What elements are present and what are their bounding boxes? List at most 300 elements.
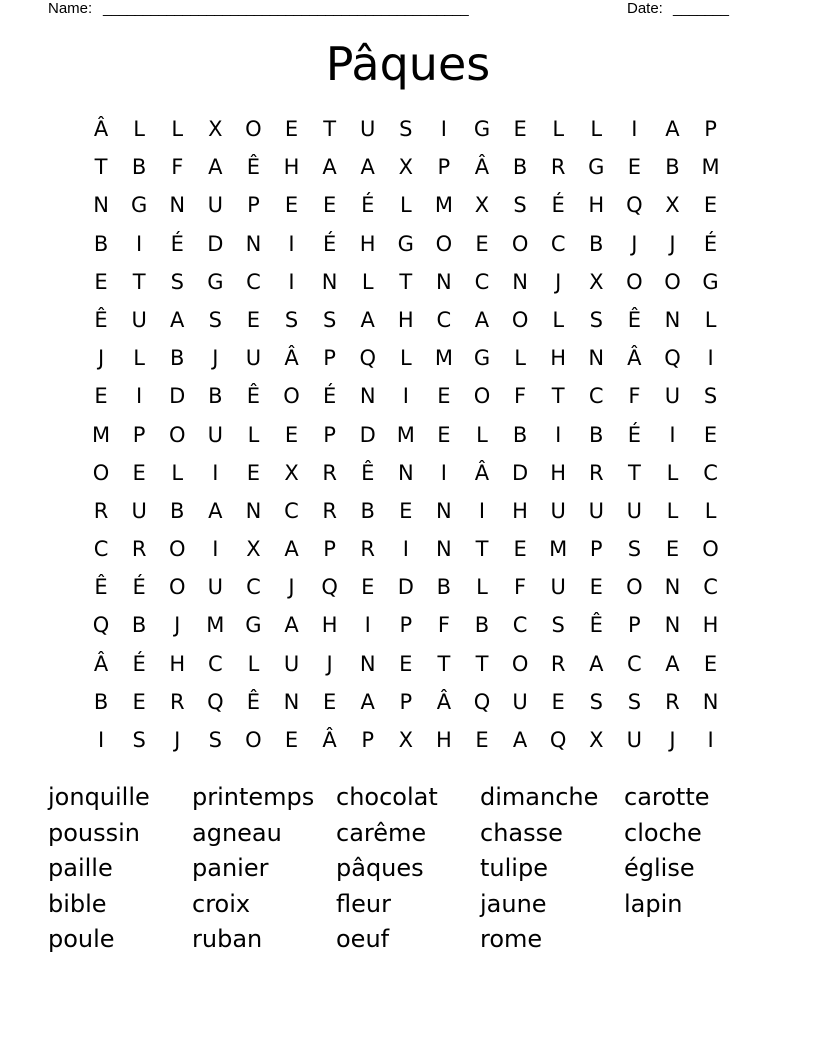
grid-letter: Â: [436, 689, 452, 714]
grid-letter: O: [283, 384, 300, 409]
grid-letter: B: [93, 689, 109, 714]
grid-letter: I: [707, 728, 714, 752]
word-list: [48, 780, 768, 958]
grid-letter: F: [171, 155, 184, 180]
grid-letter: E: [627, 155, 641, 180]
grid-letter: L: [133, 346, 145, 371]
word-list-item: église: [624, 854, 695, 882]
grid-letter: N: [359, 651, 376, 676]
grid-letter: A: [474, 307, 490, 332]
grid-letter: X: [665, 193, 680, 218]
grid-letter: I: [212, 460, 219, 485]
word-list-item: tulipe: [480, 854, 548, 882]
word-list-item: [624, 922, 768, 958]
grid-row: [82, 148, 730, 186]
grid-letter: M: [206, 613, 225, 638]
word-list-row: [48, 922, 768, 958]
grid-letter: P: [132, 422, 146, 447]
grid-letter: N: [245, 231, 262, 256]
word-list-item: bible: [48, 889, 107, 918]
grid-letter: F: [514, 384, 527, 409]
grid-letter: E: [284, 117, 299, 141]
grid-letter: L: [133, 117, 145, 141]
grid-letter: Ê: [589, 613, 603, 638]
grid-letter: S: [132, 728, 146, 752]
grid-letter: L: [552, 117, 565, 141]
grid-letter: R: [322, 498, 337, 523]
grid-letter: P: [323, 537, 336, 562]
word-search-grid: [82, 110, 730, 759]
grid-letter: G: [473, 346, 491, 371]
grid-letter: L: [361, 269, 374, 294]
grid-letter: S: [627, 689, 642, 714]
grid-row: [82, 263, 730, 301]
word-list-item: jonquille: [48, 783, 150, 811]
grid-letter: U: [512, 689, 528, 714]
grid-letter: E: [399, 498, 413, 523]
grid-letter: M: [434, 346, 453, 371]
grid-letter: E: [132, 460, 146, 485]
name-label: Name:: [48, 0, 93, 17]
grid-letter: G: [702, 269, 719, 294]
grid-letter: U: [207, 422, 224, 447]
grid-letter: L: [704, 498, 717, 523]
grid-letter: E: [284, 422, 299, 447]
grid-row: [82, 683, 730, 721]
grid-letter: I: [707, 346, 714, 371]
grid-letter: L: [666, 460, 679, 485]
grid-letter: J: [212, 346, 219, 371]
grid-letter: A: [360, 155, 375, 180]
grid-letter: E: [437, 422, 451, 447]
grid-letter: C: [627, 651, 642, 676]
grid-letter: N: [702, 689, 719, 714]
grid-letter: E: [589, 575, 603, 600]
grid-letter: S: [703, 384, 718, 409]
grid-letter: S: [513, 193, 527, 218]
grid-letter: A: [512, 728, 528, 752]
grid-letter: E: [94, 269, 108, 294]
grid-letter: G: [473, 117, 491, 141]
grid-letter: P: [704, 117, 717, 141]
grid-letter: N: [169, 193, 186, 218]
grid-letter: Q: [359, 346, 376, 371]
grid-letter: G: [207, 269, 224, 294]
word-list-item: carême: [336, 818, 427, 847]
grid-letter: O: [702, 537, 719, 562]
grid-letter: L: [704, 307, 717, 332]
grid-letter: L: [590, 117, 603, 141]
grid-letter: J: [174, 728, 181, 752]
grid-letter: L: [552, 307, 565, 332]
grid-letter: X: [474, 193, 490, 218]
grid-letter: U: [664, 384, 681, 409]
grid-letter: P: [399, 689, 413, 714]
grid-letter: J: [555, 269, 562, 294]
word-list-item: paille: [48, 854, 113, 882]
grid-letter: T: [627, 460, 641, 485]
grid-letter: G: [245, 613, 262, 638]
word-list-item: panier: [192, 854, 269, 882]
grid-letter: I: [669, 422, 676, 447]
grid-letter: E: [284, 193, 299, 218]
grid-letter: N: [436, 537, 452, 562]
grid-letter: H: [550, 460, 567, 485]
grid-letter: E: [475, 728, 489, 752]
grid-letter: A: [208, 498, 223, 523]
grid-letter: Â: [284, 346, 299, 371]
grid-letter: I: [440, 460, 447, 485]
grid-letter: I: [288, 269, 295, 294]
grid-letter: Â: [93, 117, 109, 141]
grid-row: [82, 454, 730, 492]
grid-row: [82, 645, 730, 683]
word-list-item: printemps: [192, 783, 315, 811]
grid-letter: C: [550, 231, 566, 256]
grid-letter: N: [664, 613, 681, 638]
grid-row: [82, 530, 730, 568]
grid-letter: C: [703, 575, 718, 600]
grid-letter: Ê: [246, 689, 261, 714]
grid-letter: N: [397, 460, 414, 485]
grid-letter: F: [514, 575, 527, 600]
word-list-item: jaune: [480, 889, 547, 918]
grid-letter: N: [283, 689, 300, 714]
grid-letter: A: [665, 651, 680, 676]
grid-letter: P: [589, 537, 603, 562]
grid-letter: Ê: [94, 575, 108, 600]
grid-letter: U: [360, 117, 376, 141]
word-list-item: rome: [480, 925, 543, 953]
word-list-item: carotte: [624, 783, 710, 811]
grid-letter: J: [669, 728, 676, 752]
grid-letter: S: [627, 537, 642, 562]
grid-letter: E: [361, 575, 375, 600]
grid-letter: A: [208, 155, 223, 180]
grid-letter: N: [321, 269, 338, 294]
grid-letter: P: [323, 422, 336, 447]
grid-letter: C: [246, 269, 261, 294]
grid-letter: I: [212, 537, 219, 562]
word-list-item: oeuf: [336, 925, 390, 953]
grid-letter: L: [476, 575, 488, 600]
grid-letter: E: [246, 307, 261, 332]
grid-letter: O: [511, 231, 529, 256]
word-list-item: poule: [48, 925, 115, 953]
grid-letter: Q: [549, 728, 567, 752]
grid-letter: X: [589, 728, 604, 752]
grid-letter: E: [399, 651, 413, 676]
grid-letter: G: [397, 231, 414, 256]
grid-letter: Q: [207, 689, 224, 714]
grid-letter: O: [435, 231, 453, 256]
grid-letter: E: [665, 537, 680, 562]
grid-letter: J: [631, 231, 638, 256]
grid-letter: S: [589, 307, 603, 332]
name-blank-line: ______________________________________________: [103, 0, 469, 17]
grid-letter: Ê: [361, 460, 375, 485]
grid-letter: R: [550, 155, 566, 180]
grid-row: [82, 721, 730, 759]
grid-letter: H: [435, 728, 452, 752]
grid-letter: B: [512, 155, 528, 180]
grid-letter: B: [131, 613, 147, 638]
word-list-item: agneau: [192, 818, 282, 847]
grid-letter: O: [168, 575, 186, 600]
grid-letter: R: [588, 460, 604, 485]
grid-letter: N: [512, 269, 528, 294]
grid-letter: I: [364, 613, 371, 638]
grid-letter: I: [136, 231, 143, 256]
grid-letter: A: [589, 651, 604, 676]
grid-letter: L: [171, 460, 184, 485]
grid-letter: H: [359, 231, 376, 256]
header: [48, 0, 748, 20]
grid-letter: D: [511, 460, 529, 485]
word-list-item: fleur: [336, 889, 391, 918]
grid-letter: O: [245, 117, 262, 141]
grid-letter: X: [398, 728, 413, 752]
grid-letter: U: [207, 193, 224, 218]
grid-letter: O: [664, 269, 681, 294]
grid-letter: N: [664, 575, 681, 600]
grid-letter: Â: [627, 346, 642, 371]
grid-letter: H: [169, 651, 186, 676]
grid-letter: Â: [322, 728, 337, 752]
word-list-item: lapin: [624, 889, 683, 918]
word-list-row: [48, 851, 768, 887]
grid-letter: C: [703, 460, 718, 485]
grid-letter: E: [703, 422, 718, 447]
grid-letter: U: [588, 498, 604, 523]
grid-letter: U: [283, 651, 300, 676]
grid-letter: É: [361, 193, 375, 218]
grid-letter: S: [208, 307, 222, 332]
grid-letter: E: [132, 689, 146, 714]
grid-letter: J: [326, 651, 333, 676]
grid-letter: D: [207, 231, 224, 256]
grid-letter: T: [323, 117, 337, 141]
grid-letter: B: [93, 231, 109, 256]
grid-letter: O: [168, 422, 186, 447]
grid-letter: J: [669, 231, 676, 256]
grid-letter: P: [323, 346, 336, 371]
grid-letter: H: [550, 346, 567, 371]
grid-letter: É: [322, 231, 337, 256]
grid-letter: R: [93, 498, 109, 523]
grid-letter: E: [551, 689, 565, 714]
grid-letter: C: [588, 384, 604, 409]
grid-letter: B: [170, 346, 185, 371]
grid-letter: D: [169, 384, 186, 409]
page-title: Pâques: [325, 37, 491, 91]
grid-letter: M: [434, 193, 453, 218]
grid-letter: I: [136, 384, 143, 409]
grid-letter: R: [665, 689, 680, 714]
grid-letter: B: [512, 422, 528, 447]
word-list-item: poussin: [48, 818, 141, 847]
grid-letter: Â: [474, 460, 490, 485]
grid-letter: É: [170, 231, 184, 256]
grid-letter: P: [247, 193, 260, 218]
grid-letter: H: [321, 613, 338, 638]
grid-letter: H: [397, 307, 414, 332]
grid-letter: H: [283, 155, 300, 180]
grid-letter: O: [168, 537, 186, 562]
grid-letter: E: [513, 117, 527, 141]
grid-letter: Q: [664, 346, 681, 371]
grid-letter: O: [626, 575, 643, 600]
grid-letter: R: [550, 651, 566, 676]
grid-letter: S: [589, 689, 603, 714]
grid-letter: L: [399, 193, 412, 218]
grid-letter: R: [169, 689, 185, 714]
grid-letter: É: [132, 651, 146, 676]
grid-letter: L: [399, 346, 412, 371]
grid-letter: I: [97, 728, 105, 752]
grid-letter: E: [437, 384, 451, 409]
grid-row: [82, 225, 730, 263]
grid-letter: B: [170, 498, 185, 523]
grid-letter: G: [131, 193, 148, 218]
grid-row: [82, 301, 730, 339]
grid-letter: H: [702, 613, 719, 638]
grid-row: [82, 492, 730, 530]
grid-letter: U: [550, 498, 566, 523]
grid-letter: B: [131, 155, 147, 180]
grid-letter: Ê: [246, 384, 261, 409]
grid-letter: B: [208, 384, 223, 409]
grid-letter: H: [588, 193, 605, 218]
grid-letter: G: [588, 155, 605, 180]
grid-letter: Ê: [627, 307, 641, 332]
grid-letter: E: [703, 193, 718, 218]
grid-letter: N: [436, 498, 452, 523]
grid-letter: S: [284, 307, 299, 332]
grid-letter: C: [284, 498, 299, 523]
grid-letter: P: [437, 155, 451, 180]
grid-letter: I: [478, 498, 486, 523]
grid-letter: O: [92, 460, 110, 485]
grid-letter: D: [397, 575, 414, 600]
grid-letter: T: [94, 155, 108, 180]
grid-letter: T: [132, 269, 146, 294]
grid-letter: I: [631, 117, 638, 141]
grid-row: [82, 606, 730, 644]
grid-letter: H: [512, 498, 528, 523]
grid-letter: P: [628, 613, 641, 638]
date-label: Date:: [627, 0, 663, 17]
grid-letter: L: [514, 346, 526, 371]
grid-letter: R: [322, 460, 337, 485]
grid-letter: N: [359, 384, 376, 409]
grid-letter: C: [207, 651, 223, 676]
grid-letter: A: [360, 307, 375, 332]
grid-letter: N: [93, 193, 109, 218]
grid-letter: E: [475, 231, 489, 256]
grid-letter: X: [284, 460, 299, 485]
grid-row: [82, 416, 730, 454]
grid-letter: U: [550, 575, 566, 600]
grid-letter: D: [359, 422, 376, 447]
grid-letter: T: [475, 537, 489, 562]
grid-letter: T: [437, 651, 451, 676]
grid-letter: E: [322, 193, 337, 218]
grid-letter: Q: [92, 613, 110, 638]
grid-letter: L: [247, 651, 260, 676]
word-list-row: [48, 887, 768, 923]
grid-letter: C: [93, 537, 109, 562]
grid-letter: M: [396, 422, 415, 447]
word-list-item: ruban: [192, 925, 263, 953]
grid-letter: O: [245, 728, 262, 752]
word-list-row: [48, 780, 768, 816]
grid-letter: É: [627, 422, 641, 447]
grid-letter: M: [549, 537, 568, 562]
grid-row: [82, 186, 730, 224]
grid-letter: T: [475, 651, 489, 676]
grid-letter: L: [247, 422, 260, 447]
grid-letter: Q: [473, 689, 491, 714]
grid-letter: J: [288, 575, 295, 600]
grid-letter: O: [511, 651, 529, 676]
grid-letter: E: [94, 384, 108, 409]
grid-letter: B: [589, 231, 604, 256]
grid-letter: I: [402, 537, 409, 562]
grid-letter: O: [626, 269, 643, 294]
grid-letter: B: [589, 422, 604, 447]
grid-letter: O: [473, 384, 491, 409]
grid-letter: U: [626, 498, 643, 523]
grid-letter: Ê: [246, 155, 261, 180]
grid-letter: X: [589, 269, 604, 294]
grid-row: [82, 110, 730, 148]
word-list-item: chasse: [480, 818, 563, 847]
grid-letter: S: [170, 269, 184, 294]
grid-letter: É: [322, 384, 337, 409]
grid-letter: É: [703, 231, 718, 256]
grid-letter: U: [131, 498, 147, 523]
grid-letter: R: [360, 537, 375, 562]
grid-letter: F: [628, 384, 641, 409]
grid-letter: J: [174, 613, 181, 638]
grid-letter: X: [246, 537, 261, 562]
grid-row: [82, 568, 730, 606]
grid-letter: J: [97, 346, 105, 371]
grid-letter: B: [360, 498, 375, 523]
grid-letter: B: [665, 155, 680, 180]
word-list-row: [48, 816, 768, 852]
grid-letter: M: [91, 422, 111, 447]
grid-letter: L: [171, 117, 184, 141]
grid-letter: E: [246, 460, 261, 485]
grid-letter: S: [322, 307, 337, 332]
grid-letter: C: [474, 269, 490, 294]
date-blank-line: _______: [673, 0, 729, 17]
grid-letter: M: [701, 155, 720, 180]
grid-letter: N: [436, 269, 452, 294]
grid-letter: T: [399, 269, 413, 294]
grid-letter: O: [511, 307, 529, 332]
grid-letter: Q: [321, 575, 338, 600]
grid-letter: U: [245, 346, 262, 371]
grid-letter: E: [322, 689, 337, 714]
grid-letter: I: [555, 422, 562, 447]
word-list-item: croix: [192, 889, 251, 918]
grid-letter: L: [666, 498, 679, 523]
grid-letter: A: [170, 307, 185, 332]
word-list-item: dimanche: [480, 783, 599, 811]
